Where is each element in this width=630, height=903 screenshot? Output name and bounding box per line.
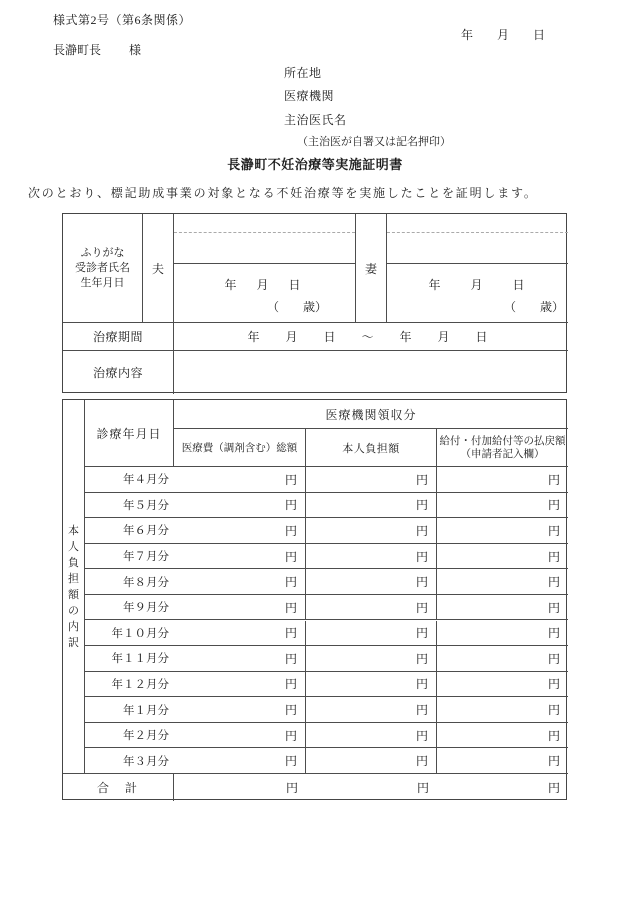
refund-cell: 円 — [547, 549, 560, 564]
self-pay-cell: 円 — [306, 569, 437, 594]
total-row — [63, 774, 568, 801]
patient-name-label: 受診者氏名 — [75, 261, 130, 274]
self-pay-cell: 円 — [306, 748, 437, 773]
month-label: 年１２月分 — [111, 678, 169, 691]
refund-cell: 円 — [547, 626, 560, 641]
refund-cell: 円 — [547, 600, 560, 615]
total-medical-cost-cell: 円 — [285, 781, 298, 795]
month-row — [85, 697, 568, 723]
month-row — [85, 518, 568, 544]
month-label: 年８月分 — [123, 576, 169, 589]
refund-header — [437, 429, 568, 467]
recipient-name: 長瀞町長 — [53, 43, 102, 57]
medical-cost-cell: 円 — [174, 569, 306, 594]
month-label: 年９月分 — [123, 602, 169, 615]
total-refund-cell: 円 — [547, 781, 560, 795]
birthdate-label: 生年月日 — [80, 276, 125, 289]
month-label: 年１月分 — [123, 704, 169, 717]
address-label: 所在地 — [284, 66, 322, 80]
self-pay-cell: 円 — [306, 518, 437, 543]
self-pay-cell: 円 — [306, 621, 437, 646]
self-pay-cell: 円 — [306, 544, 437, 569]
month-label: 年７月分 — [123, 551, 169, 564]
breakdown-side-label — [63, 400, 85, 774]
clinic-date-header: 診療年月日 — [85, 400, 174, 467]
medical-cost-cell: 円 — [174, 646, 306, 671]
medical-cost-cell: 円 — [174, 493, 306, 518]
month-label: 年２月分 — [123, 730, 169, 743]
doctor-name-label: 主治医氏名 — [284, 113, 347, 127]
patient-header-cell — [63, 214, 143, 322]
form-number: 様式第2号（第6条関係） — [53, 13, 192, 27]
medical-cost-cell: 円 — [174, 595, 306, 620]
furigana-label: ふりがな — [80, 246, 125, 259]
month-row — [85, 467, 568, 493]
refund-cell: 円 — [547, 728, 560, 743]
month-row — [85, 748, 568, 774]
treatment-period-label: 治療期間 — [63, 323, 174, 350]
side-label-char: 内 — [68, 620, 79, 633]
breakdown-table — [62, 399, 567, 800]
self-pay-cell: 円 — [306, 672, 437, 697]
medical-cost-cell: 円 — [174, 518, 306, 543]
month-label: 年４月分 — [123, 474, 169, 487]
treatment-period-value: 年 月 日 ～ 年 月 日 — [247, 330, 495, 344]
total-label: 合 計 — [63, 774, 174, 801]
month-row — [85, 723, 568, 749]
side-label-char: 本 — [68, 524, 79, 537]
refund-cell: 円 — [547, 575, 560, 590]
medical-cost-cell: 円 — [174, 621, 306, 646]
month-row — [85, 672, 568, 698]
month-row — [85, 646, 568, 672]
refund-cell: 円 — [547, 498, 560, 513]
refund-cell: 円 — [547, 523, 560, 538]
refund-cell: 円 — [547, 677, 560, 692]
refund-header-line2: （申請者記入欄） — [460, 448, 545, 460]
medical-cost-cell: 円 — [174, 697, 306, 722]
month-row — [85, 569, 568, 595]
husband-label-cell: 夫 — [143, 214, 174, 322]
medical-cost-cell: 円 — [174, 672, 306, 697]
side-label-char: 訳 — [68, 636, 79, 649]
institution-label: 医療機関 — [284, 89, 335, 103]
form-title: 長瀞町不妊治療等実施証明書 — [227, 157, 403, 172]
husband-age-line: （ 歳） — [266, 300, 327, 314]
month-row — [85, 621, 568, 647]
receipt-section-header: 医療機関領収分 — [174, 400, 568, 429]
self-pay-cell: 円 — [306, 493, 437, 518]
refund-header-line1: 給付・付加給付等の払戻額 — [439, 435, 566, 447]
wife-data-cell — [387, 214, 568, 322]
side-label-char: 額 — [68, 588, 79, 601]
medical-cost-header: 医療費（調剤含む）総額 — [174, 429, 306, 467]
self-pay-cell: 円 — [306, 723, 437, 748]
husband-birthdate-field — [174, 264, 355, 314]
medical-cost-cell: 円 — [174, 748, 306, 773]
date-line: 年 月 日 — [461, 28, 546, 42]
self-pay-cell: 円 — [306, 646, 437, 671]
total-self-pay-cell: 円 — [416, 781, 429, 795]
medical-cost-cell: 円 — [174, 723, 306, 748]
refund-cell: 円 — [547, 754, 560, 769]
self-pay-cell: 円 — [306, 697, 437, 722]
treatment-period-row — [63, 322, 568, 350]
month-row — [85, 595, 568, 621]
self-pay-cell: 円 — [306, 595, 437, 620]
side-label-char: 人 — [68, 540, 79, 553]
self-pay-header: 本人負担額 — [306, 429, 437, 467]
wife-name-field — [387, 233, 568, 264]
wife-birthdate-field — [387, 264, 568, 314]
refund-cell: 円 — [547, 703, 560, 718]
patient-table — [62, 213, 567, 393]
doctor-signature-note: （主治医が自署又は記名押印） — [297, 136, 451, 148]
side-label-char: の — [68, 604, 79, 617]
month-row — [85, 544, 568, 570]
wife-age-line: （ 歳） — [503, 300, 564, 314]
wife-label-cell: 妻 — [356, 214, 387, 322]
month-label: 年１１月分 — [111, 653, 169, 666]
wife-furigana-field — [387, 214, 568, 233]
side-label-char: 担 — [68, 572, 79, 585]
intro-text: 次のとおり、標記助成事業の対象となる不妊治療等を実施したことを証明します。 — [28, 186, 538, 200]
recipient-honorific: 様 — [129, 43, 142, 57]
wife-birth-line: 年 月 日 — [428, 278, 527, 292]
treatment-content-field — [174, 351, 568, 394]
husband-furigana-field — [174, 214, 355, 233]
month-label: 年６月分 — [123, 525, 169, 538]
husband-name-field — [174, 233, 355, 264]
treatment-content-label: 治療内容 — [63, 351, 174, 394]
husband-birth-line: 年 月 日 — [224, 278, 305, 292]
medical-cost-cell: 円 — [174, 467, 306, 492]
month-label: 年３月分 — [123, 755, 169, 768]
husband-data-cell — [174, 214, 356, 322]
refund-cell: 円 — [547, 472, 560, 487]
refund-cell: 円 — [547, 651, 560, 666]
month-label: 年５月分 — [123, 499, 169, 512]
medical-cost-cell: 円 — [174, 544, 306, 569]
self-pay-cell: 円 — [306, 467, 437, 492]
month-label: 年１０月分 — [111, 627, 169, 640]
side-label-char: 負 — [68, 556, 79, 569]
month-row — [85, 493, 568, 519]
treatment-content-row — [63, 350, 568, 394]
recipient-line — [53, 41, 141, 58]
